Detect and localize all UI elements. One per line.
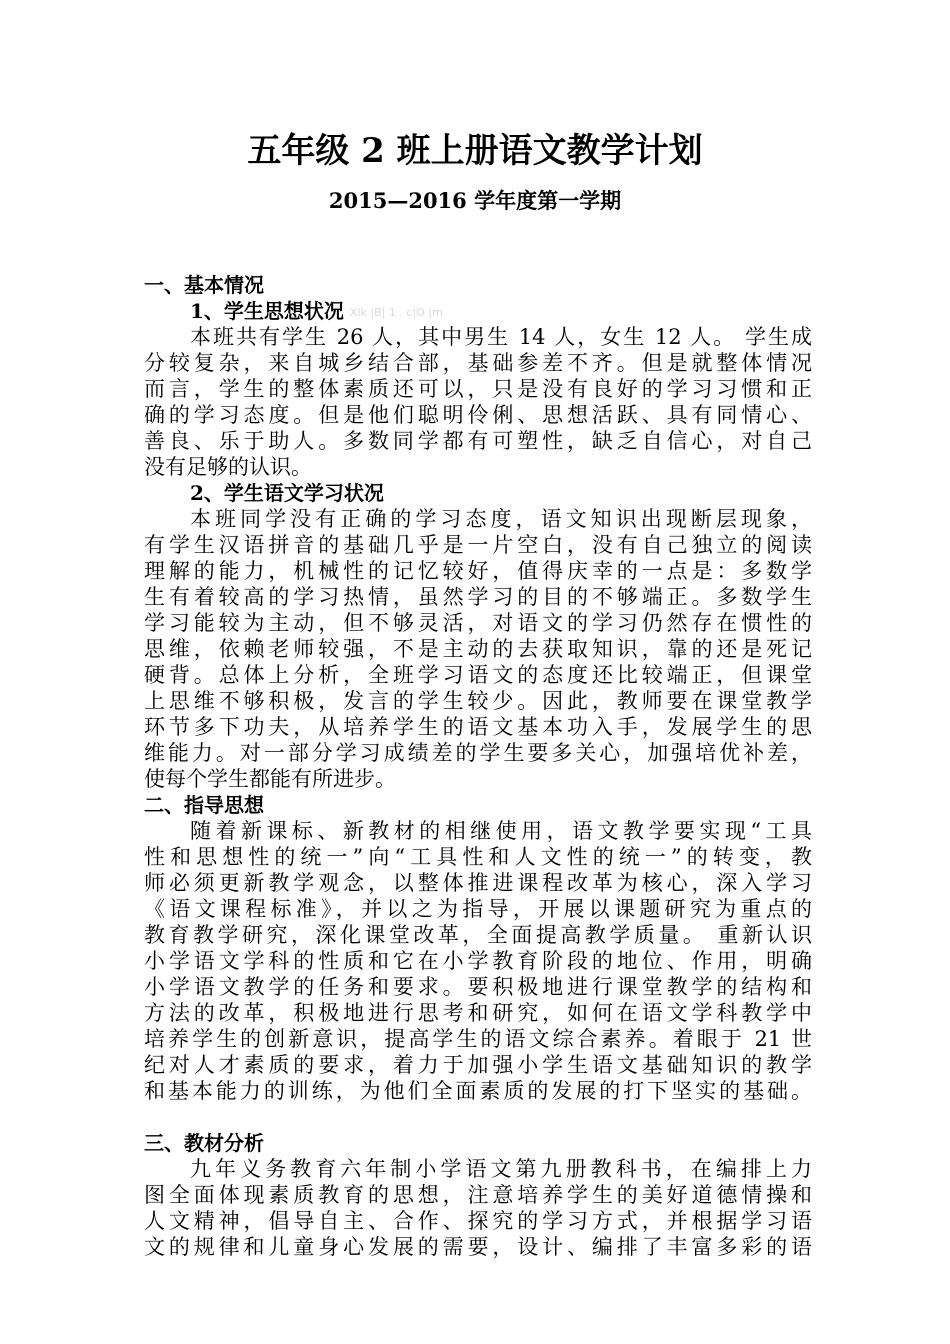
paragraph-line: 硬背。总体上分析，全班学习语文的态度还比较端正，但课堂	[144, 663, 812, 687]
paragraph-line: 图全面体现素质教育的思想，注意培养学生的美好道德情操和	[144, 1183, 812, 1207]
document-title: 五年级 2 班上册语文教学计划	[247, 131, 703, 171]
paragraph-line: 和基本能力的训练，为他们全面素质的发展的打下坚实的基础。	[144, 1079, 812, 1103]
paragraph-line: 纪对人才素质的要求，着力于加强小学生语文基础知识的教学	[144, 1053, 812, 1077]
subheading-chinese-learning: 2、学生语文学习状况	[190, 481, 384, 505]
section-heading-basic-situation: 一、基本情况	[144, 273, 264, 297]
paragraph-line: 思维，依赖老师较强，不是主动的去获取知识，靠的还是死记	[144, 637, 812, 661]
paragraph-line: 环节多下功夫，从培养学生的语文基本功入手，发展学生的思	[144, 715, 812, 739]
document-body	[144, 272, 812, 1260]
paragraph-line: 善良、乐于助人。多数同学都有可塑性，缺乏自信心，对自己	[144, 429, 812, 453]
paragraph-line: 方法的改革，积极地进行思考和研究，如何在语文学科教学中	[144, 1001, 812, 1025]
paragraph-line: 人文精神，倡导自主、合作、探究的学习方式，并根据学习语	[144, 1209, 812, 1233]
document-subtitle: 2015—2016 学年度第一学期	[328, 188, 622, 213]
watermark-text: Xlk |B| 1 . c|O |m	[349, 305, 443, 319]
section-spacer	[144, 1104, 812, 1130]
paragraph-line: 使每个学生都能有所进步。	[144, 767, 396, 791]
paragraph-line: 维能力。对一部分学习成绩差的学生要多关心，加强培优补差，	[144, 741, 812, 765]
paragraph-line: 上思维不够积极，发言的学生较少。因此，教师要在课堂教学	[144, 689, 812, 713]
paragraph-line: 小学语文学科的性质和它在小学教育阶段的地位、作用，明确	[144, 949, 812, 973]
paragraph-line: 理解的能力，机械性的记忆较好，值得庆幸的一点是：多数学	[144, 559, 812, 583]
subheading-label: 1、学生思想状况	[190, 299, 344, 323]
paragraph-line: 性和思想性的统一”向“工具性和人文性的统一”的转变，教	[144, 845, 812, 869]
paragraph-line: 文的规律和儿童身心发展的需要，设计、编排了丰富多彩的语	[144, 1235, 812, 1259]
section-heading-textbook-analysis: 三、教材分析	[144, 1131, 264, 1155]
section-heading-guiding-thought: 二、指导思想	[144, 793, 264, 817]
paragraph-line: 本班同学没有正确的学习态度，语文知识出现断层现象，	[190, 507, 812, 531]
paragraph-line: 小学语文教学的任务和要求。要积极地进行课堂教学的结构和	[144, 975, 812, 999]
paragraph-line: 没有足够的认识。	[144, 455, 312, 479]
paragraph-line: 有学生汉语拼音的基础几乎是一片空白，没有自己独立的阅读	[144, 533, 812, 557]
paragraph-line: 而言，学生的整体素质还可以，只是没有良好的学习习惯和正	[144, 377, 812, 401]
paragraph-line: 随着新课标、新教材的相继使用，语文教学要实现“工具	[190, 819, 812, 843]
paragraph-line: 确的学习态度。但是他们聪明伶俐、思想活跃、具有同情心、	[144, 403, 812, 427]
paragraph-line: 培养学生的创新意识，提高学生的语文综合素养。着眼于 21 世	[144, 1027, 812, 1051]
paragraph-line: 生有着较高的学习热情，虽然学习的目的不够端正。多数学生	[144, 585, 812, 609]
paragraph-line: 学习能较为主动，但不够灵活，对语文的学习仍然存在惯性的	[144, 611, 812, 635]
paragraph-line: 师必须更新教学观念，以整体推进课程改革为核心，深入学习	[144, 871, 812, 895]
paragraph-line: 本班共有学生 26 人，其中男生 14 人，女生 12 人。 学生成	[190, 325, 812, 349]
subheading-student-thought	[144, 298, 812, 324]
paragraph-line: 《语文课程标准》，并以之为指导，开展以课题研究为重点的	[144, 897, 812, 921]
paragraph-line: 教育教学研究，深化课堂改革，全面提高教学质量。 重新认识	[144, 923, 812, 947]
paragraph-line: 分较复杂，来自城乡结合部，基础参差不齐。但是就整体情况	[144, 351, 812, 375]
paragraph-line: 九年义务教育六年制小学语文第九册教科书，在编排上力	[190, 1157, 812, 1181]
